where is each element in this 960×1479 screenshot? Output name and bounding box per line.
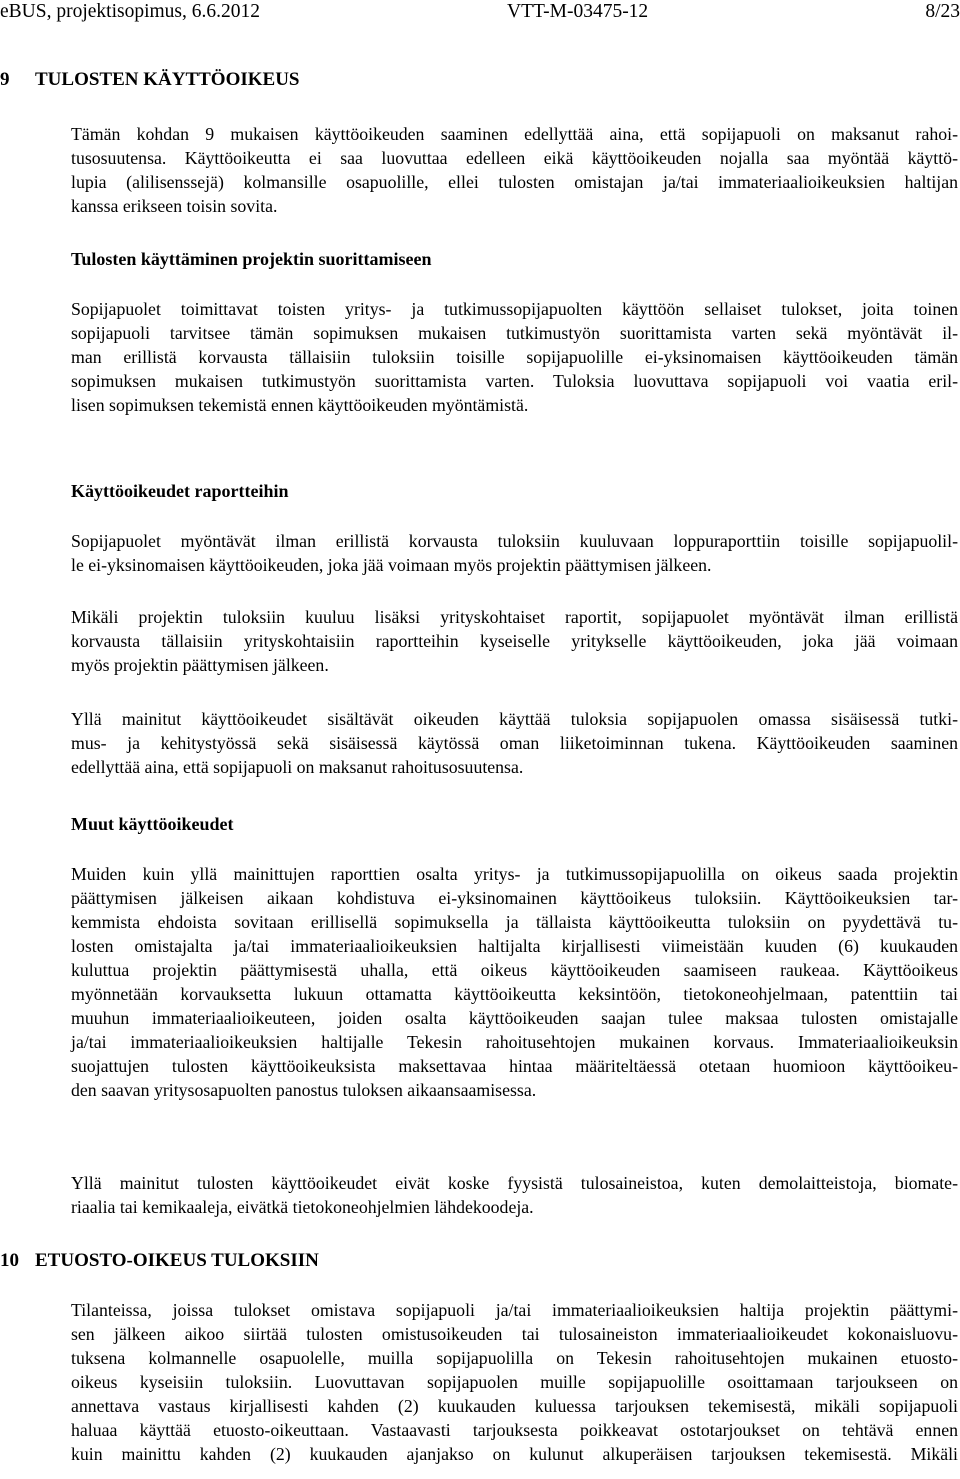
paragraph-report-rights-1 (71, 529, 958, 577)
text-line: muuhun immateriaalioikeuteen, joiden osalta käyttöoikeuden saajan tulee maksaa tulosten omistajalle (71, 1008, 958, 1028)
text-line: riaalia tai kemikaaleja, eivätkä tietokoneohjelmien lähdekoodeja. (71, 1197, 534, 1217)
text-line: Mikäli projektin tuloksiin kuuluu lisäksi yrityskohtaiset raportit, sopijapuolet myöntävät ilman erillistä (71, 607, 958, 627)
text-line: den saavan yritysosapuolten panostus tuloksen aikaansaamisessa. (71, 1080, 537, 1100)
text-line: Sopijapuolet myöntävät ilman erillistä korvausta tuloksiin kuuluvaan loppuraporttiin toisille sopijapuolil- (71, 531, 958, 551)
text-line: sopijapuoli tarvitsee tämän sopimuksen mukaisen tutkimustyön suorittamista varten sekä myöntävät il- (71, 323, 958, 343)
text-line: Tämän kohdan 9 mukaisen käyttöoikeuden saaminen edellyttää aina, että sopijapuoli on maksanut rahoi- (71, 124, 958, 144)
text-line: suojattujen tulosten käyttöoikeuksista maksettavaa hintaa määriteltäessä otetaan huomioon käyttöoikeu- (71, 1056, 958, 1076)
text-line: tuksena kolmannelle osapuolelle, muilla sopijapuolilla on Tekesin rahoitusehtojen mukainen etuosto- (71, 1348, 958, 1368)
text-line: sen jälkeen aikoo siirtää tulosten omistusoikeuden tai tulosaineiston immateriaalioikeudet kokonaisluovu- (71, 1324, 958, 1344)
text-line: losten omistajalta ja/tai immateriaalioikeuksien haltijalta kirjallisesti viimeistään kuuden (6) kuukauden (71, 936, 958, 956)
text-line: lupia (alilisenssejä) kolmansille osapuolille, ellei tulosten omistajan ja/tai immateriaalioikeuksien haltijan (71, 172, 958, 192)
text-line: kuluttua projektin päättymisestä uhalla, että oikeus käyttöoikeuden saamiseen raukeaa. Käyttöoikeus (71, 960, 958, 980)
subheading-report-rights: Käyttöoikeudet raportteihin (71, 481, 289, 501)
text-line: mus- ja kehitystyössä sekä sisäisessä käytössä oman liiketoiminnan tukena. Käyttöoikeuden saaminen (71, 733, 958, 753)
paragraph-use-in-project (71, 297, 958, 417)
subheading-other-rights: Muut käyttöoikeudet (71, 814, 234, 834)
text-line: Tilanteissa, joissa tulokset omistava sopijapuoli ja/tai immateriaalioikeuksien haltija projektin päättymi- (71, 1300, 958, 1320)
text-line: lisen sopimuksen tekemistä ennen käyttöoikeuden myöntämistä. (71, 395, 529, 415)
text-line: kemmista ehdoista sovitaan erillisellä sopimuksella ja tällaista käyttöoikeutta tuloksiin on pyydettävä tu- (71, 912, 958, 932)
subheading-use-in-project: Tulosten käyttäminen projektin suorittamiseen (71, 249, 432, 269)
text-line: man erillistä korvausta tällaisiin tuloksiin toisille sopijapuolille ei-yksinomaisen käyttöoikeuden tämän (71, 347, 958, 367)
text-line: kuin mainittu kahden (2) kuukauden ajanjakso on kulunut alkuperäisen tarjouksen tekemisestä. Mikäli (71, 1444, 958, 1464)
text-line: annettava vastaus kirjallisesti kahden (2) kuukauden kuluessa tarjouksen tekemisestä, mikäli sopijapuoli (71, 1396, 958, 1416)
section-9-intro (71, 122, 958, 218)
page-header (0, 0, 960, 24)
header-doc-id: VTT-M-03475-12 (507, 1, 649, 22)
paragraph-report-rights-3 (71, 707, 958, 779)
text-line: Yllä mainitut tulosten käyttöoikeudet eivät koske fyysistä tulosaineistoa, kuten demolaitteistoja, biomate- (71, 1173, 958, 1193)
text-line: korvausta tällaisiin yrityskohtaisiin raportteihin kyseiselle yritykselle käyttöoikeuden, joka jää voimaan (71, 631, 958, 651)
section-10-heading (0, 1249, 319, 1273)
text-line: ja/tai immateriaalioikeuksien haltijalle Tekesin rahoitusehtojen mukainen korvaus. Immateriaalioikeuksin (71, 1032, 958, 1052)
header-project: eBUS, projektisopimus, 6.6.2012 (0, 1, 261, 22)
header-page-number: 8/23 (925, 1, 960, 22)
text-line: tusosuutensa. Käyttöoikeutta ei saa luovuttaa edelleen eikä käyttöoikeuden nojalla saa myöntää käyttö- (71, 148, 958, 168)
text-line: päättymisen jälkeisen aikaan kohdistuva ei-yksinomainen käyttöoikeus tuloksiin. Käyttöoikeuksien tar- (71, 888, 958, 908)
text-line: le ei-yksinomaisen käyttöoikeuden, joka jää voimaan myös projektin päättymisen jälkeen. (71, 555, 712, 575)
text-line: Sopijapuolet toimittavat toisten yritys- ja tutkimussopijapuolten käyttöön sellaiset tulokset, joita toinen (71, 299, 958, 319)
text-line: Muiden kuin yllä mainittujen raporttien osalta yritys- ja tutkimussopijapuolilla on oikeus saada projektin (71, 864, 958, 884)
section-number: 9 (0, 69, 10, 90)
text-line: sopimuksen mukaisen tutkimustyön suorittamista varten. Tuloksia luovuttava sopijapuoli voi vaatia eril- (71, 371, 958, 391)
paragraph-other-rights-2 (71, 1171, 958, 1219)
section-title: ETUOSTO-OIKEUS TULOKSIIN (35, 1250, 319, 1271)
paragraph-preemption (71, 1298, 958, 1466)
text-line: myös projektin päättymisen jälkeen. (71, 655, 329, 675)
paragraph-report-rights-2 (71, 605, 958, 677)
text-line: kanssa erikseen toisin sovita. (71, 196, 278, 216)
text-line: oikeus kyseisiin tuloksiin. Luovuttavan sopijapuolen muille sopijapuolille osoittamaan tarjoukseen on (71, 1372, 958, 1392)
text-line: Yllä mainitut käyttöoikeudet sisältävät oikeuden käyttää tuloksia sopijapuolen omassa sisäisessä tutki- (71, 709, 958, 729)
section-title: TULOSTEN KÄYTTÖOIKEUS (35, 69, 300, 90)
text-line: edellyttää aina, että sopijapuoli on maksanut rahoitusosuutensa. (71, 757, 524, 777)
section-number: 10 (0, 1250, 19, 1271)
paragraph-other-rights-1 (71, 862, 958, 1102)
text-line: haluaa käyttää etuosto-oikeuttaan. Vastaavasti tarjouksesta poikkeavat ostotarjoukset on tehtävä ennen (71, 1420, 958, 1440)
text-line: myönnetään korvauksetta lukuun ottamatta käyttöoikeutta keksintöön, tietokoneohjelmaan, patenttiin tai (71, 984, 958, 1004)
section-9-heading (0, 68, 300, 92)
